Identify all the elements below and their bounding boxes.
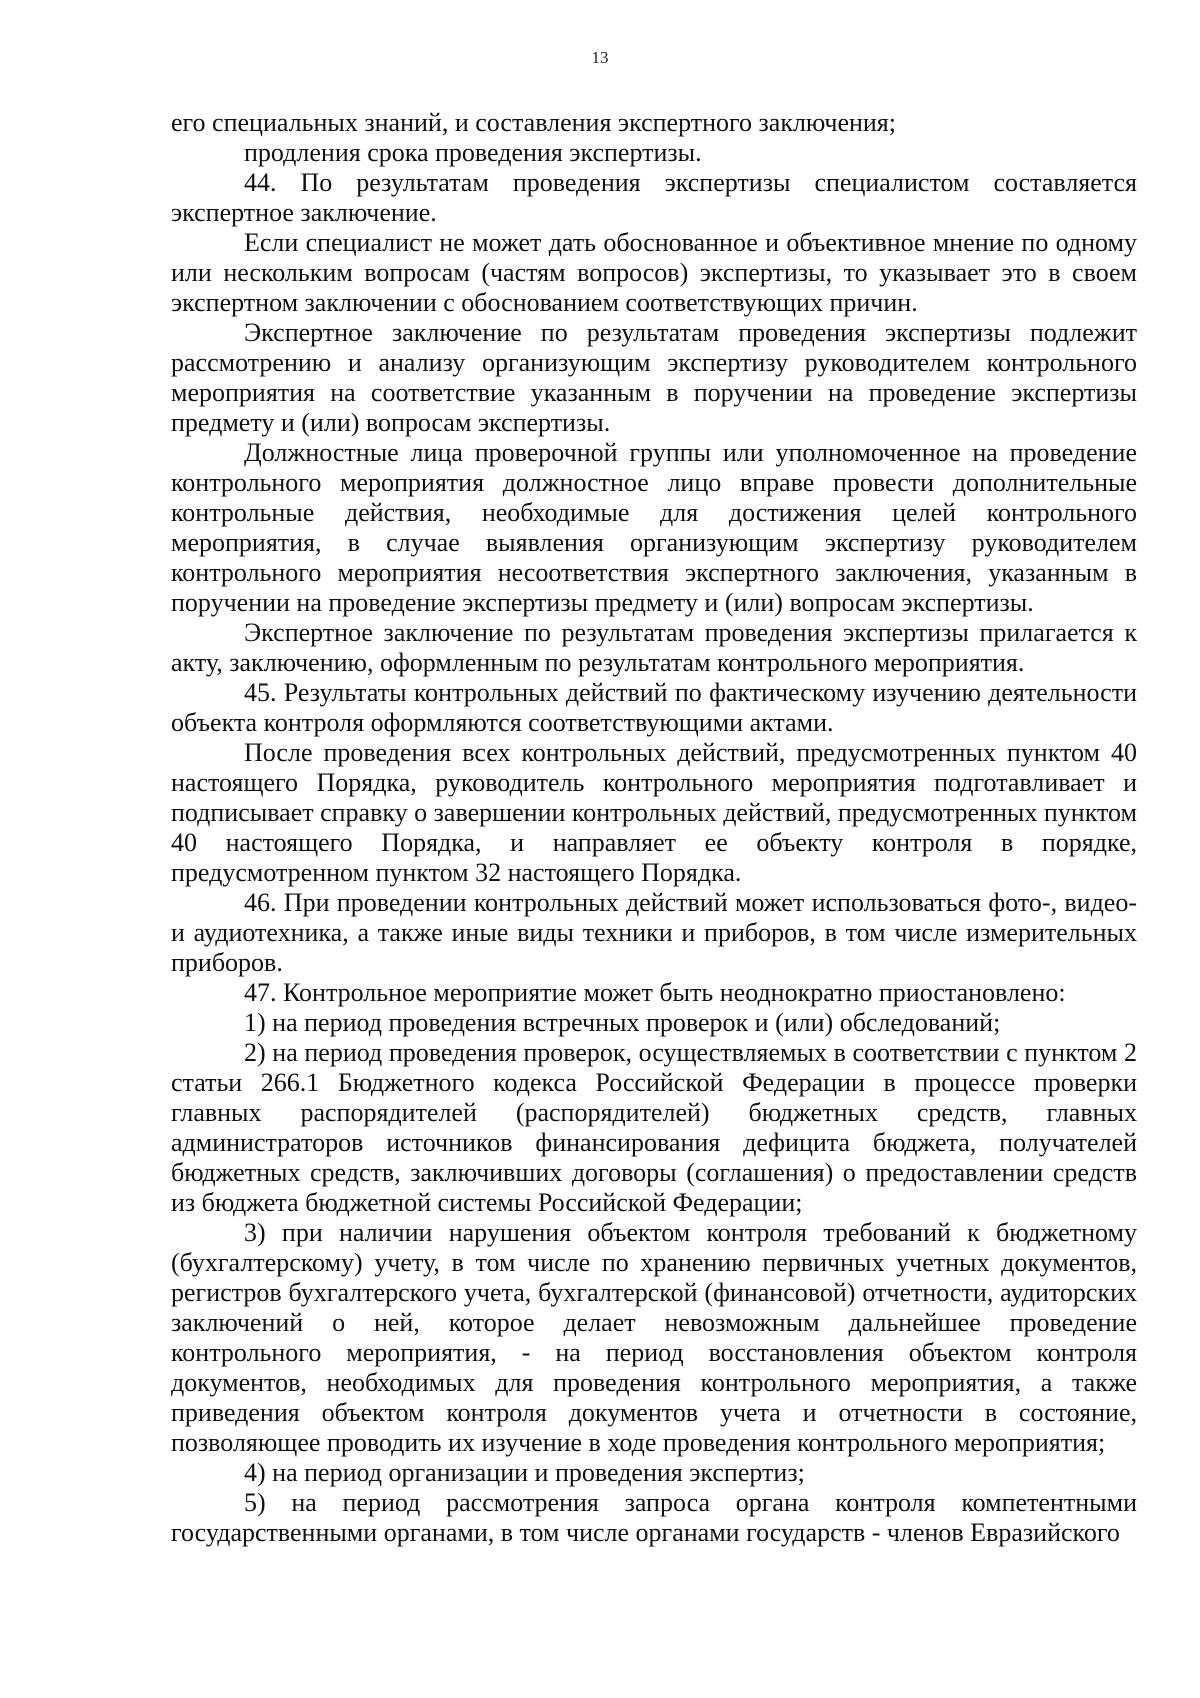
paragraph: продления срока проведения экспертизы. [244,138,702,167]
paragraph: После проведения всех контрольных действий, предусмотренных пунктом 40 настоящего Порядка, руководитель контрольного мероприятия подготавливает и подписывает справку о завершении контрольных действий, предусмотренных пунктом 40 настоящего Порядка, и направляет ее объекту контроля в порядке, предусмотренном пунктом 32 настоящего Порядка. [171,738,1137,887]
paragraph: 45. Результаты контрольных действий по фактическому изучению деятельности объекта контроля оформляются соответствующими актами. [171,678,1137,737]
page-number: 13 [591,48,609,67]
paragraph: 44. По результатам проведения экспертизы специалистом составляется экспертное заключение. [171,168,1137,227]
list-item: 5) на период рассмотрения запроса органа контроля компетентными государственными органами, в том числе органами государств - членов Евразийского [171,1488,1137,1547]
list-item: 4) на период организации и проведения экспертиз; [244,1458,805,1487]
paragraph: Если специалист не может дать обоснованное и объективное мнение по одному или нескольким вопросам (частям вопросов) экспертизы, то указывает это в своем экспертном заключении с обоснованием соответствующих причин. [171,228,1137,317]
document-body [171,108,1137,1548]
list-item: 1) на период проведения встречных проверок и (или) обследований; [244,1008,1001,1037]
list-item: 3) при наличии нарушения объектом контроля требований к бюджетному (бухгалтерскому) учету, в том числе по хранению первичных учетных документов, регистров бухгалтерского учета, бухгалтерской (финансовой) отчетности, аудиторских заключений о ней, которое делает невозможным дальнейшее проведение контрольного мероприятия, - на период восстановления объектом контроля документов, необходимых для проведения контрольного мероприятия, а также приведения объектом контроля документов учета и отчетности в состояние, позволяющее проводить их изучение в ходе проведения контрольного мероприятия; [171,1218,1137,1457]
paragraph: Должностные лица проверочной группы или уполномоченное на проведение контрольного мероприятия должностное лицо вправе провести дополнительные контрольные действия, необходимые для достижения целей контрольного мероприятия, в случае выявления организующим экспертизу руководителем контрольного мероприятия несоответствия экспертного заключения, указанным в поручении на проведение экспертизы предмету и (или) вопросам экспертизы. [171,438,1137,617]
list-item: 2) на период проведения проверок, осуществляемых в соответствии с пунктом 2 статьи 266.1 Бюджетного кодекса Российской Федерации в процессе проверки главных распорядителей (распорядителей) бюджетных средств, главных администраторов источников финансирования дефицита бюджета, получателей бюджетных средств, заключивших договоры (соглашения) о предоставлении средств из бюджета бюджетной системы Российской Федерации; [171,1038,1137,1217]
paragraph: его специальных знаний, и составления экспертного заключения; [171,108,896,137]
paragraph: Экспертное заключение по результатам проведения экспертизы подлежит рассмотрению и анализу организующим экспертизу руководителем контрольного мероприятия на соответствие указанным в поручении на проведение экспертизы предмету и (или) вопросам экспертизы. [171,318,1137,437]
paragraph: 47. Контрольное мероприятие может быть неоднократно приостановлено: [244,978,1066,1007]
paragraph: 46. При проведении контрольных действий может использоваться фото-, видео- и аудиотехника, а также иные виды техники и приборов, в том числе измерительных приборов. [171,888,1137,977]
paragraph: Экспертное заключение по результатам проведения экспертизы прилагается к акту, заключению, оформленным по результатам контрольного мероприятия. [171,618,1137,677]
